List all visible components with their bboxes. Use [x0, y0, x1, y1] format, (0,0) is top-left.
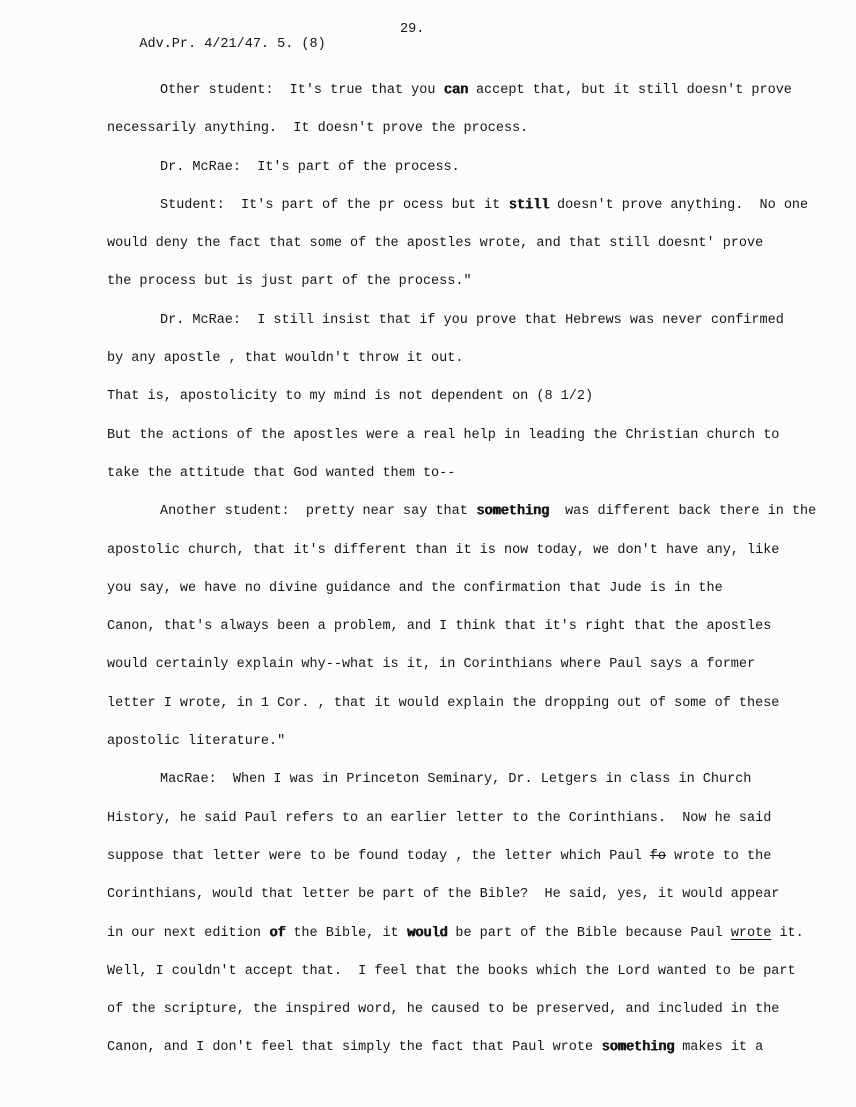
underline-text: wrote [730, 925, 772, 941]
overstrike-text: would [406, 925, 448, 941]
overstrike-text: can [443, 83, 468, 98]
text-segment: in our next edition [107, 925, 270, 941]
overstrike-text: something [601, 1040, 675, 1056]
text-segment: Dr. McRae: I still insist that if you prove that Hebrews was never confirmed [160, 312, 784, 328]
text-line [107, 149, 832, 187]
text-segment: Canon, that's always been a problem, and I think that it's right that the apostles [107, 619, 772, 635]
header-reference: Adv.Pr. 4/21/47. 5. (8) [139, 37, 326, 52]
text-line [107, 838, 832, 876]
text-segment: doesn't prove anything. No one [548, 197, 809, 213]
text-segment: was different back there in the [548, 504, 817, 520]
text-segment: of the scripture, the inspired word, he caused to be preserved, and included in the [107, 1002, 780, 1018]
text-segment: would deny the fact that some of the apostles wrote, and that still doesnt' prove [107, 236, 764, 252]
text-segment: by any apostle , that wouldn't throw it out. [107, 351, 464, 367]
text-line [107, 493, 832, 531]
text-line [107, 187, 832, 225]
text-line [107, 876, 832, 914]
text-line [107, 72, 832, 110]
page-number: 29. [400, 22, 425, 37]
strike-text: fo [649, 848, 666, 864]
text-segment: apostolic literature." [107, 734, 286, 750]
overstrike-text: of [269, 925, 286, 941]
text-line [107, 263, 832, 301]
text-segment: would certainly explain why--what is it, in Corinthians where Paul says a former [107, 657, 756, 673]
text-segment: it. [771, 925, 804, 941]
text-line [107, 302, 832, 340]
text-segment: Well, I couldn't accept that. I feel that the books which the Lord wanted to be part [107, 963, 796, 979]
text-segment: you say, we have no divine guidance and the confirmation that Jude is in the [107, 580, 723, 596]
text-line [107, 1029, 832, 1067]
text-segment: Canon, and I don't feel that simply the fact that Paul wrote [107, 1040, 602, 1056]
text-line [107, 532, 832, 570]
text-segment: accept that, but it still doesn't prove [467, 83, 792, 98]
text-line [107, 953, 832, 991]
page-header [107, 22, 826, 52]
text-segment: Other student: It's true that you [160, 83, 444, 98]
text-segment: be part of the Bible because Paul [447, 925, 731, 941]
text-segment: Another student: pretty near say that [160, 504, 476, 520]
text-segment: History, he said Paul refers to an earlier letter to the Corinthians. Now he said [107, 810, 772, 826]
text-segment: apostolic church, that it's different than it is now today, we don't have any, like [107, 542, 780, 558]
text-segment: That is, apostolicity to my mind is not dependent on (8 1/2) [107, 389, 594, 405]
text-line [107, 608, 832, 646]
text-segment: wrote to the [666, 848, 772, 864]
text-line [107, 991, 832, 1029]
text-segment: makes it a [674, 1040, 764, 1056]
overstrike-text: still [508, 197, 549, 213]
text-line [107, 455, 832, 493]
text-line [107, 915, 832, 953]
text-segment: the Bible, it [285, 925, 407, 941]
text-segment: Dr. McRae: It's part of the process. [160, 159, 460, 175]
text-line [107, 570, 832, 608]
text-line [107, 225, 832, 263]
text-segment: suppose that letter were to be found today , the letter which Paul [107, 848, 650, 864]
text-segment: But the actions of the apostles were a real help in leading the Christian church to [107, 427, 780, 443]
text-segment: Corinthians, would that letter be part of the Bible? He said, yes, it would appear [107, 887, 780, 903]
text-line [107, 800, 832, 838]
text-line [107, 378, 832, 416]
overstrike-text: something [475, 504, 549, 520]
text-line [107, 417, 832, 455]
text-line [107, 723, 832, 761]
text-line [107, 761, 832, 799]
document-body [107, 72, 832, 1068]
text-line [107, 646, 832, 684]
text-segment: take the attitude that God wanted them to-- [107, 465, 456, 481]
text-segment: the process but is just part of the process." [107, 274, 472, 290]
text-line [107, 110, 832, 148]
text-segment: letter I wrote, in 1 Cor. , that it would explain the dropping out of some of these [107, 695, 780, 711]
text-line [107, 685, 832, 723]
text-line [107, 340, 832, 378]
text-segment: MacRae: When I was in Princeton Seminary, Dr. Letgers in class in Church [160, 772, 752, 788]
text-segment: necessarily anything. It doesn't prove the process. [107, 121, 529, 137]
text-segment: Student: It's part of the pr ocess but it [160, 197, 509, 213]
